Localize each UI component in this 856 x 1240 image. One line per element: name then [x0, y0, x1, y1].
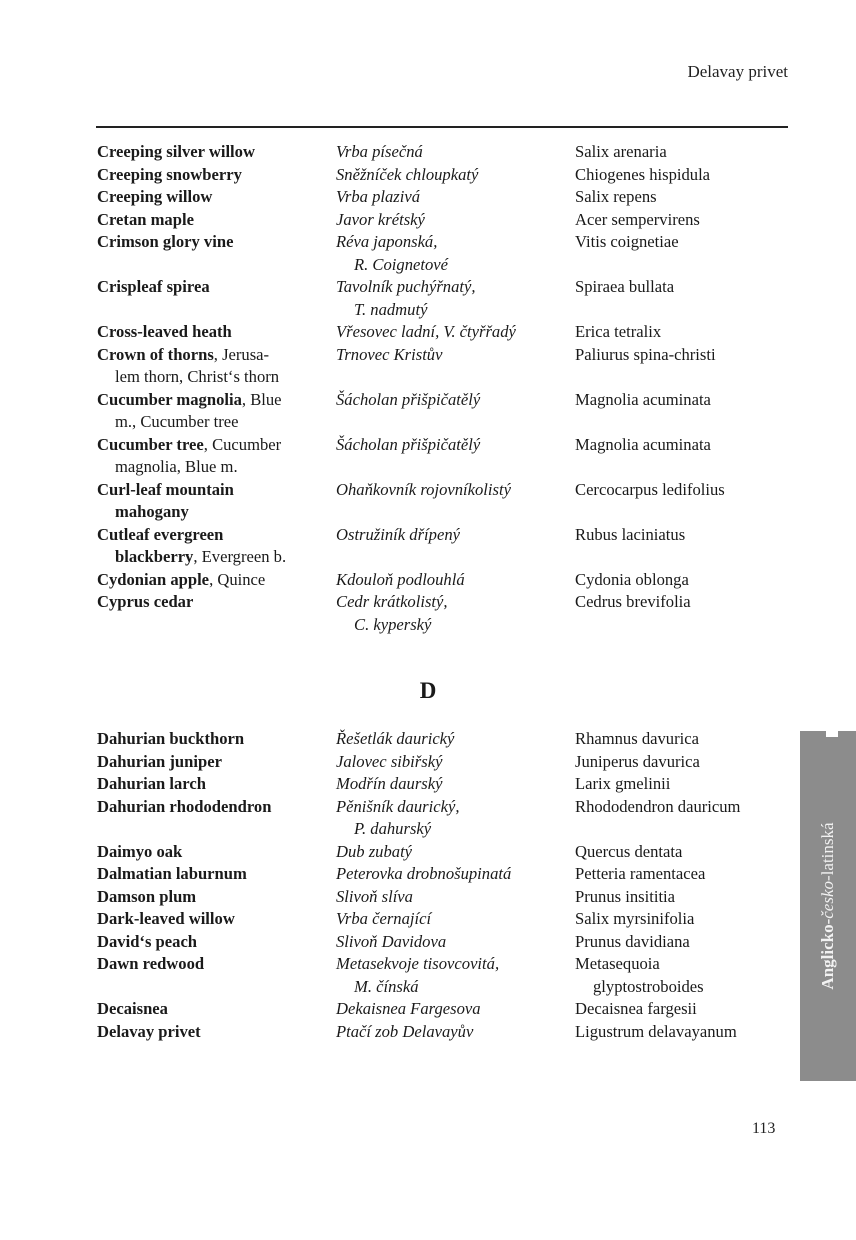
- entry: [97, 569, 797, 592]
- entry: [97, 389, 797, 434]
- czech-name: Ohaňkovník rojovníkolistý: [336, 479, 511, 499]
- english-name: Dahurian juniper: [97, 751, 222, 771]
- latin-name: Spiraea bullata: [575, 277, 675, 296]
- entry: [97, 953, 797, 998]
- czech-name: Trnovec Kristův: [336, 344, 443, 364]
- czech-name: Jalovec sibiřský: [336, 751, 443, 771]
- entry: [97, 728, 797, 751]
- english-name: Dahurian larch: [97, 774, 206, 793]
- czech-name: Šácholan přišpičatělý: [336, 389, 481, 409]
- thumb-index-notch: [826, 731, 838, 737]
- czech-name: Cedr krátkolistý, C. kyperský: [336, 592, 448, 634]
- czech-name: Ptačí zob Delavayův: [336, 1021, 474, 1041]
- entry: [97, 321, 797, 344]
- english-name: Creeping silver willow: [97, 142, 255, 161]
- latin-name: Magnolia acuminata: [575, 389, 711, 409]
- latin-name: Salix repens: [575, 187, 657, 206]
- czech-name: Metasekvoje tisovcovitá, M. čínská: [336, 954, 500, 996]
- latin-name: Quercus dentata: [575, 841, 683, 861]
- entry: [97, 164, 797, 187]
- entry: [97, 141, 797, 164]
- english-name: Cutleaf evergreen blackberry, Evergreen b.: [97, 524, 287, 566]
- latin-name: Prunus insititia: [575, 886, 676, 906]
- czech-name: Sněžníček chloupkatý: [336, 164, 479, 184]
- entry: [97, 751, 797, 774]
- entry: [97, 344, 797, 389]
- latin-name: Petteria ramentacea: [575, 864, 706, 883]
- latin-name: Cydonia oblonga: [575, 569, 689, 589]
- czech-name: Vrba černající: [336, 909, 432, 928]
- english-name: Cross-leaved heath: [97, 322, 232, 341]
- section-d: [97, 728, 797, 1043]
- czech-name: Vrba plazivá: [336, 187, 421, 206]
- entry: [97, 276, 797, 321]
- latin-name: Rubus laciniatus: [575, 524, 686, 544]
- czech-name: Kdouloň podlouhlá: [336, 569, 465, 589]
- entry: [97, 209, 797, 232]
- entry: [97, 908, 797, 931]
- entry: [97, 841, 797, 864]
- czech-name: Réva japonská, R. Coignetové: [336, 232, 449, 274]
- czech-name: Řešetlák daurický: [336, 729, 455, 748]
- czech-name: Tavolník puchýřnatý, T. nadmutý: [336, 277, 476, 319]
- latin-name: Rhamnus davurica: [575, 729, 699, 748]
- entry: [97, 231, 797, 276]
- czech-name: Peterovka drobnošupinatá: [336, 864, 512, 883]
- entry: [97, 479, 797, 524]
- entry: [97, 524, 797, 569]
- running-head: Delavay privet: [687, 62, 788, 81]
- english-name: Damson plum: [97, 886, 197, 906]
- entry: [97, 186, 797, 209]
- english-name: Crimson glory vine: [97, 232, 234, 251]
- entry: [97, 1021, 797, 1044]
- latin-name: Salix myrsinifolia: [575, 909, 695, 928]
- entry: [97, 886, 797, 909]
- latin-name: Metasequoia glyptostroboides: [575, 954, 704, 996]
- english-name: Curl-leaf mountain mahogany: [97, 479, 234, 521]
- latin-name: Cercocarpus ledifolius: [575, 479, 725, 499]
- czech-name: Vřesovec ladní, V. čtyřřadý: [336, 322, 516, 341]
- czech-name: Javor krétský: [336, 209, 425, 229]
- english-name: Creeping willow: [97, 187, 213, 206]
- latin-name: Vitis coignetiae: [575, 232, 679, 251]
- section-c: [97, 141, 797, 636]
- letter-heading: D: [419, 678, 437, 703]
- english-name: Cydonian apple, Quince: [97, 569, 266, 589]
- page-number: 113: [752, 1120, 776, 1137]
- latin-name: Magnolia acuminata: [575, 434, 711, 454]
- entry: [97, 998, 797, 1021]
- czech-name: Vrba písečná: [336, 142, 423, 161]
- english-name: Dark-leaved willow: [97, 909, 235, 928]
- english-name: Dahurian buckthorn: [97, 729, 245, 748]
- entry: [97, 434, 797, 479]
- english-name: Dalmatian laburnum: [97, 864, 247, 883]
- english-name: Decaisnea: [97, 999, 168, 1018]
- header-rule: [96, 126, 788, 128]
- latin-name: Ligustrum delavayanum: [575, 1021, 737, 1041]
- czech-name: Dekaisnea Fargesova: [336, 999, 481, 1018]
- latin-name: Rhododendron dauricum: [575, 796, 741, 816]
- english-name: Crispleaf spirea: [97, 277, 210, 296]
- latin-name: Paliurus spina-christi: [575, 344, 716, 364]
- czech-name: Modřín daurský: [336, 774, 443, 793]
- english-name: Dawn redwood: [97, 954, 205, 973]
- english-name: Cucumber magnolia, Blue m., Cucumber tree: [97, 389, 282, 431]
- thumb-index-label: Anglicko-česko-latinská: [818, 822, 837, 990]
- latin-name: Erica tetralix: [575, 322, 662, 341]
- latin-name: Acer sempervirens: [575, 209, 700, 229]
- latin-name: Prunus davidiana: [575, 931, 690, 951]
- english-name: Creeping snowberry: [97, 164, 242, 184]
- latin-name: Chiogenes hispidula: [575, 164, 711, 184]
- entry: [97, 796, 797, 841]
- czech-name: Slivoň slíva: [336, 886, 413, 906]
- entry: [97, 591, 797, 636]
- english-name: Dahurian rhododendron: [97, 796, 272, 816]
- english-name: David‘s peach: [97, 931, 198, 951]
- entry: [97, 773, 797, 796]
- english-name: Delavay privet: [97, 1021, 201, 1041]
- latin-name: Cedrus brevifolia: [575, 592, 691, 611]
- czech-name: Dub zubatý: [336, 841, 413, 861]
- latin-name: Decaisnea fargesii: [575, 999, 697, 1018]
- czech-name: Ostružiník dřípený: [336, 524, 460, 544]
- english-name: Daimyo oak: [97, 841, 183, 861]
- english-name: Cucumber tree, Cucumber magnolia, Blue m.: [97, 434, 282, 476]
- entry: [97, 863, 797, 886]
- entry: [97, 931, 797, 954]
- latin-name: Larix gmelinii: [575, 774, 671, 793]
- latin-name: Juniperus davurica: [575, 751, 700, 771]
- english-name: Crown of thorns, Jerusa- lem thorn, Christ‘s thorn: [97, 344, 280, 386]
- czech-name: Pěnišník daurický, P. dahurský: [336, 796, 460, 838]
- latin-name: Salix arenaria: [575, 142, 667, 161]
- english-name: Cyprus cedar: [97, 592, 194, 611]
- czech-name: Šácholan přišpičatělý: [336, 434, 481, 454]
- english-name: Cretan maple: [97, 209, 194, 229]
- czech-name: Slivoň Davidova: [336, 931, 447, 951]
